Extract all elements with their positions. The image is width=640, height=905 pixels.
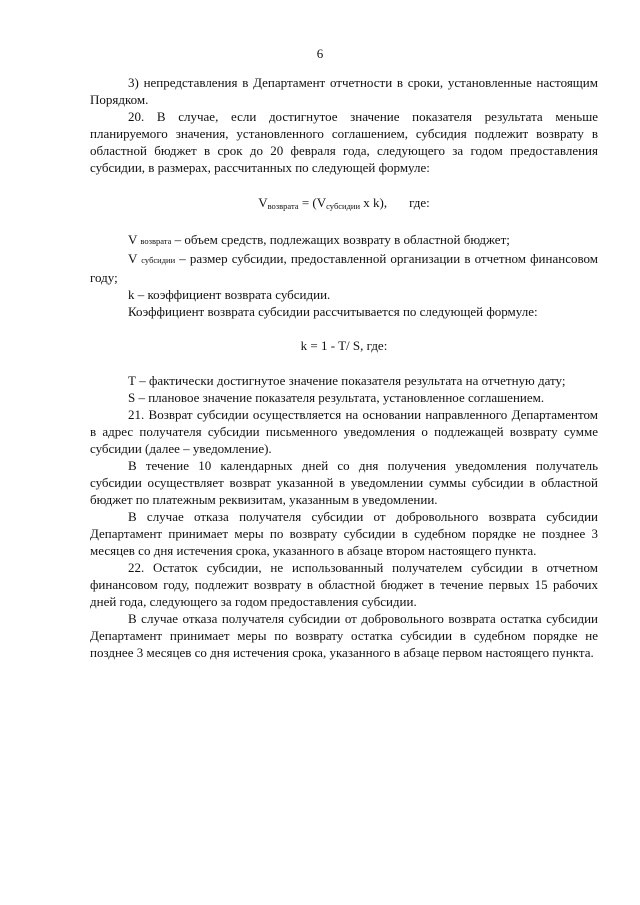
symbol-v-subscript-subsidy: субсидии bbox=[141, 255, 176, 265]
formula-lhs: V bbox=[258, 195, 268, 210]
formula-lhs-subscript: возврата bbox=[267, 201, 299, 211]
paragraph-return-term: В течение 10 календарных дней со дня получения уведомления получатель субсидии осуществляет возврат указанной в уведомлении суммы субсидии в областной бюджет по платежным реквизитам, указанным в уведомлении. bbox=[90, 458, 598, 507]
definition-v-return bbox=[90, 231, 598, 250]
formula-rhs-open: = (V bbox=[298, 195, 327, 210]
definition-v-return-text: – объем средств, подлежащих возврату в областной бюджет; bbox=[171, 232, 510, 247]
paragraph-clause-20: 20. В случае, если достигнутое значение показателя результата меньше планируемого значения, установленного соглашением, субсидия подлежит возврату в областной бюджет в срок до 20 февраля года, следующего за годом предоставления субсидии, в размерах, рассчитанных по следующей формуле: bbox=[90, 109, 598, 175]
coefficient-intro: Коэффициент возврата субсидии рассчитывается по следующей формуле: bbox=[128, 304, 538, 319]
definition-k: k – коэффициент возврата субсидии. bbox=[128, 287, 331, 302]
paragraph-refusal-remainder: В случае отказа получателя субсидии от добровольного возврата остатка субсидии Департамент принимает меры по возврату остатка субсидии в судебном порядке не позднее 3 месяцев со дня истечения срока, указанного в абзаце первом настоящего пункта. bbox=[90, 611, 598, 660]
definition-s: S – плановое значение показателя результата, установленное соглашением. bbox=[128, 390, 545, 405]
formula-rhs-subscript: субсидии bbox=[326, 201, 361, 211]
definition-t: Т – фактически достигнутое значение показателя результата на отчетную дату; bbox=[128, 373, 566, 388]
definition-v-subsidy bbox=[90, 250, 598, 286]
document-body bbox=[90, 74, 598, 661]
formula-coefficient: k = 1 - T/ S, где: bbox=[300, 338, 388, 353]
formula-rhs-rest: x k), bbox=[360, 195, 388, 210]
page-number: 6 bbox=[316, 46, 324, 61]
paragraph-clause-21: 21. Возврат субсидии осуществляется на основании направленного Департаментом в адрес получателя субсидии письменного уведомления о подлежащей возврату сумме субсидии (далее – уведомление). bbox=[90, 407, 598, 456]
symbol-v-subscript-return: возврата bbox=[140, 236, 172, 246]
definition-v-subsidy-text: – размер субсидии, предоставленной организации в отчетном финансовом году; bbox=[90, 251, 598, 285]
formula-return-volume bbox=[90, 194, 598, 215]
paragraph-clause-22: 22. Остаток субсидии, не использованный получателем субсидии в отчетном финансовом году, подлежит возврату в областной бюджет в течение первых 15 рабочих дней года, следующего за годом предоставления субсидии. bbox=[90, 560, 598, 609]
formula-where: где: bbox=[409, 195, 430, 210]
paragraph-item-3: 3) непредставления в Департамент отчетности в сроки, установленные настоящим Порядком. bbox=[90, 75, 598, 107]
symbol-v: V bbox=[128, 251, 142, 266]
symbol-v: V bbox=[128, 232, 141, 247]
paragraph-refusal-return: В случае отказа получателя субсидии от добровольного возврата субсидии Департамент принимает меры по возврату субсидии в судебном порядке не позднее 3 месяцев со дня истечения срока, указанного в абзаце втором настоящего пункта. bbox=[90, 509, 598, 558]
